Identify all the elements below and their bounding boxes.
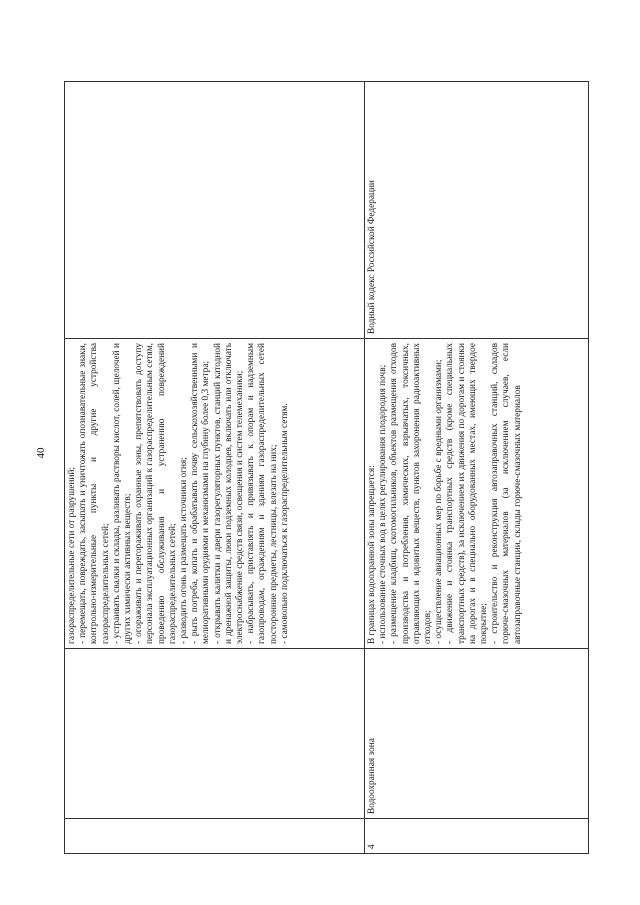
restriction-line: - рыть погреба, копать и обрабатывать почву сельскохозяйственными и мелиоративными орудиями и механизмами на глубину более 0,3 метра; [190, 343, 212, 644]
table-row [365, 82, 589, 854]
restriction-line: - осуществление авиационных мер по борьбе с вредными организмами; [434, 359, 445, 644]
restriction-line: газораспределительные сети от разрушений; [67, 466, 77, 644]
restrictions-cell [365, 339, 589, 649]
restriction-line: В границах водоохранной зоны запрещается: [367, 465, 377, 644]
restriction-line: - устраивать свалки и склады, разливать растворы кислот, солей, щелочей и других химически активных веществ; [111, 343, 134, 644]
restriction-line: - движение и стоянка транспортных средств (кроме специальных транспортных средств), за исключением их движения по дорогам и стоянки на дорогах и в специально оборудованных местах, имеющих твердое покрытие; [445, 343, 490, 644]
legal-basis-cell: Водный кодекс Российской Федерации [365, 82, 589, 339]
restrictions-cell [65, 339, 365, 649]
restriction-line: - строительство и реконструкция автозаправочных станций, складов горюче-смазочных материалов (за исключением случаев, если автозаправочные станции, склады горюче-смазочных материалов [490, 343, 523, 644]
rotated-page [64, 82, 588, 854]
row-number-cell: 4 [365, 819, 589, 854]
restriction-line: - самовольно подключаться к газораспределительным сетям. [279, 403, 290, 644]
zones-table [64, 81, 589, 854]
zone-name-cell [65, 649, 365, 819]
restriction-line: - использование сточных вод в целях регулирования плодородия почв; [378, 364, 389, 644]
restriction-line: - разводить огонь и размещать источники огня; [179, 457, 190, 644]
restriction-line: - набрасывать, приставлять и привязывать к опорам и надземным газопроводам, ограждениям и зданиям газораспределительных сетей посторонние предметы, лестницы, влезать на них; [246, 343, 279, 644]
restriction-line: - огораживать и перегораживать охранные зоны, препятствовать доступу персонала эксплуатационных организаций к газораспределительным сетям, проведению обслуживания и устранению повреждений газораспределительных сетей; [134, 343, 178, 644]
restriction-line: - открывать калитки и двери газорегуляторных пунктов, станций катодной и дренажной защиты, люки подземных колодцев, включать или отключать электроснабжение средств связи, освещения и систем телемеханики; [212, 343, 246, 644]
row-number-cell [65, 819, 365, 854]
page-number: 40 [35, 447, 47, 459]
zone-name-cell: Водоохранная зона [365, 649, 589, 819]
restriction-line: - размещение кладбищ, скотомогильников, объектов размещения отходов производства и потребления, химических, взрывчатых, токсичных, отравляющих и ядовитых веществ, пунктов захоронения радиоактивных отходов; [389, 343, 434, 644]
table-row [65, 82, 365, 854]
legal-basis-cell [65, 82, 365, 339]
restriction-line: - перемещать, повреждать, засыпать и уничтожать опознавательные знаки, контрольно-измерительные пункты и другие устройства газораспределительных сетей; [78, 343, 111, 644]
landscape-table-wrapper [64, 82, 588, 854]
